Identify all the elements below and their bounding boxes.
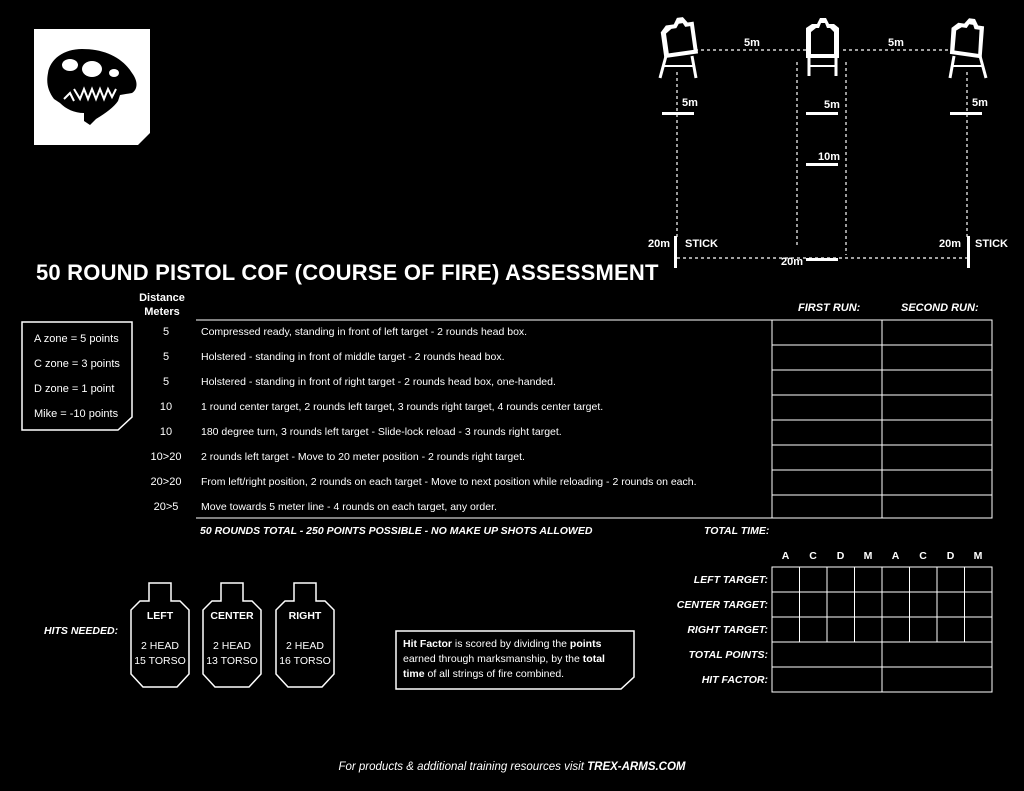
zone-header-c: C: [809, 550, 817, 562]
target-name: RIGHT: [288, 610, 322, 622]
zone-header-m: M: [863, 550, 873, 562]
label-top-right-5m: 5m: [888, 37, 904, 49]
target-name: LEFT: [146, 610, 174, 622]
course-row: [148, 395, 988, 420]
target-stand-right-icon: [948, 16, 987, 78]
hf-text-3: of all strings of fire combined.: [424, 668, 565, 680]
course-row: [148, 320, 988, 345]
target-head-hits: 2 HEAD: [286, 640, 324, 652]
course-row: [148, 495, 988, 520]
range-layout-diagram: [640, 10, 1024, 272]
target-card-left: [130, 582, 190, 688]
target-torso-hits: 16 TORSO: [279, 655, 331, 667]
zone-header-d: D: [946, 550, 955, 562]
footer: [0, 761, 1024, 773]
target-silhouette-icon: [130, 582, 190, 688]
score-label-hit-factor: HIT FACTOR:: [701, 674, 768, 686]
scoring-c-zone: C zone = 3 points: [34, 358, 120, 370]
first-run-header: FIRST RUN:: [798, 302, 861, 314]
course-description: From left/right position, 2 rounds on each target - Move to next position while reloading - 2 rounds on each.: [201, 476, 697, 488]
course-row: [148, 345, 988, 370]
target-head-hits: 2 HEAD: [213, 640, 251, 652]
summary-text: 50 ROUNDS TOTAL - 250 POINTS POSSIBLE - NO MAKE UP SHOTS ALLOWED: [200, 525, 593, 537]
score-label-right-target: RIGHT TARGET:: [687, 624, 768, 636]
footer-link[interactable]: TREX-ARMS.COM: [587, 761, 686, 773]
total-time-label: TOTAL TIME:: [704, 525, 770, 537]
hit-factor-text: [403, 637, 629, 682]
course-distance: 5: [162, 351, 170, 363]
footer-text: For products & additional training resources visit: [338, 761, 588, 773]
label-right-5m: 5m: [972, 97, 988, 109]
label-top-left-5m: 5m: [744, 37, 760, 49]
label-center-10m: 10m: [818, 151, 841, 163]
label-left-20m: 20m: [648, 238, 671, 250]
scoring-mike: Mike = -10 points: [34, 408, 119, 420]
label-left-stick: STICK: [685, 238, 718, 250]
course-row: [148, 445, 988, 470]
trex-skull-logo: [34, 29, 150, 145]
label-center-5m: 5m: [824, 99, 840, 111]
course-description: 2 rounds left target - Move to 20 meter position - 2 rounds right target.: [201, 451, 525, 463]
course-row: [148, 420, 988, 445]
zone-header-a: A: [891, 550, 900, 562]
score-label-total-points: TOTAL POINTS:: [688, 649, 768, 661]
hf-text-1: is scored by dividing the: [452, 638, 570, 650]
target-head-hits: 2 HEAD: [141, 640, 179, 652]
course-distance: 10: [159, 401, 173, 413]
hits-needed-label: HITS NEEDED:: [44, 625, 119, 637]
course-row: [148, 470, 988, 495]
target-name: CENTER: [210, 610, 254, 622]
course-distance: 10>20: [150, 451, 182, 463]
scoring-d-zone: D zone = 1 point: [34, 383, 115, 395]
second-run-header: SECOND RUN:: [901, 302, 979, 314]
score-label-left-target: LEFT TARGET:: [693, 574, 768, 586]
course-row: [148, 370, 988, 395]
hf-text-2: earned through marksmanship, by the: [403, 653, 583, 665]
course-description: Holstered - standing in front of middle target - 2 rounds head box.: [201, 351, 505, 363]
hf-term: Hit Factor: [403, 638, 453, 650]
distance-header-line1: Distance: [139, 292, 185, 304]
course-distance: 10: [159, 426, 173, 438]
course-description: Holstered - standing in front of right target - 2 rounds head box, one-handed.: [201, 376, 556, 388]
target-stand-left-icon: [659, 16, 698, 78]
course-description: Move towards 5 meter line - 4 rounds on each target, any order.: [201, 501, 497, 513]
target-card-center: [202, 582, 262, 688]
course-distance: 20>5: [153, 501, 179, 513]
course-description: Compressed ready, standing in front of left target - 2 rounds head box.: [201, 326, 528, 338]
distance-header-line2: Meters: [144, 306, 180, 318]
course-distance: 5: [162, 376, 170, 388]
scoring-legend: [21, 321, 133, 431]
target-card-right: [275, 582, 335, 688]
target-silhouette-icon: [275, 582, 335, 688]
target-torso-hits: 15 TORSO: [134, 655, 186, 667]
distance-header: [128, 291, 196, 319]
scoring-a-zone: A zone = 5 points: [34, 333, 119, 345]
hf-points: points: [569, 638, 602, 650]
course-description: 1 round center target, 2 rounds left target, 3 rounds right target, 4 rounds center target.: [201, 401, 604, 413]
zone-header-d: D: [836, 550, 845, 562]
course-description: 180 degree turn, 3 rounds left target - Slide-lock reload - 3 rounds right target.: [201, 426, 562, 438]
hf-total-time: total time: [403, 653, 605, 680]
target-silhouette-icon: [202, 582, 262, 688]
zone-header-a: A: [781, 550, 790, 562]
course-distance: 5: [162, 326, 170, 338]
course-distance: 20>20: [150, 476, 182, 488]
target-stand-center-icon: [806, 18, 839, 76]
label-left-5m: 5m: [682, 97, 698, 109]
zone-header-m: M: [973, 550, 983, 562]
label-right-stick: STICK: [975, 238, 1008, 250]
score-label-center-target: CENTER TARGET:: [676, 599, 768, 611]
target-torso-hits: 13 TORSO: [206, 655, 258, 667]
hit-factor-note: [395, 630, 635, 690]
label-right-20m: 20m: [939, 238, 962, 250]
page-title: 50 ROUND PISTOL COF (COURSE OF FIRE) ASSESSMENT: [36, 260, 659, 285]
zone-header-c: C: [919, 550, 927, 562]
label-center-20m: 20m: [781, 256, 804, 268]
